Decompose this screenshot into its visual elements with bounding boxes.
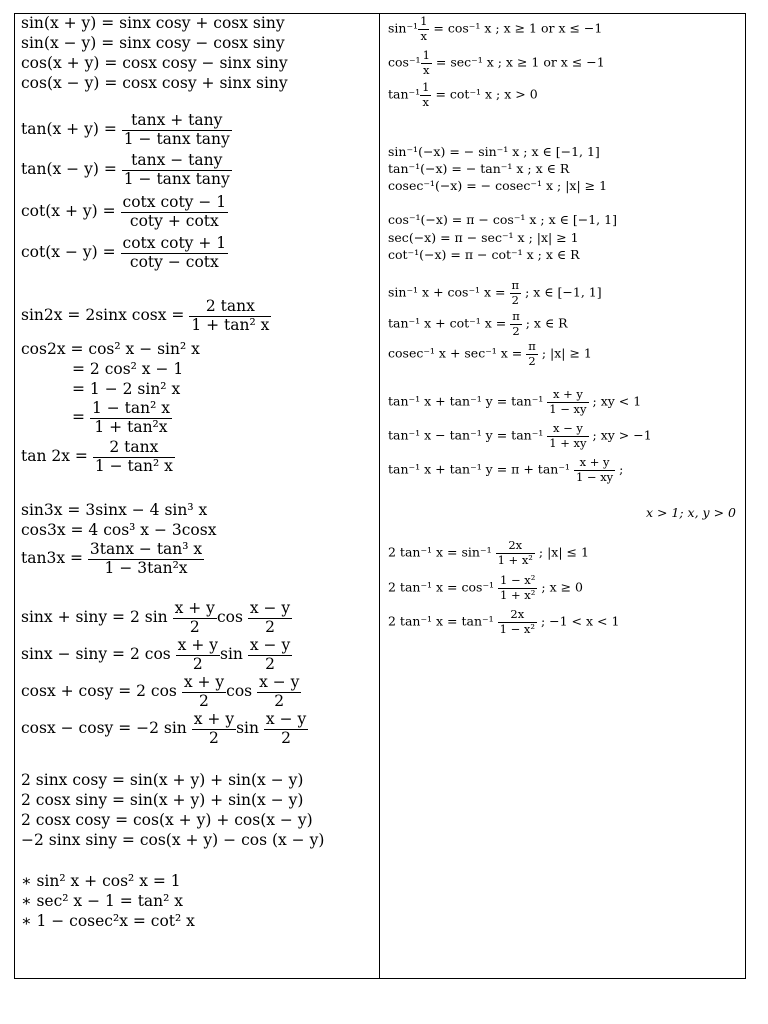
inverse-odd-2: tan⁻¹(−x) = − tan⁻¹ x ; x ∈ R xyxy=(388,161,570,176)
formula-sum-to-product-4: cosx − cosy = −2 sin $\frac{x + y}{2}$ sin $\frac{x - y}{2}$ xyxy=(21,710,307,747)
inverse-supplement-2: sec(−x) = π − sec⁻¹ x ; |x| ≥ 1 xyxy=(388,230,579,245)
inverse-odd-1: sin⁻¹(−x) = − sin⁻¹ x ; x ∈ [−1, 1] xyxy=(388,144,600,159)
inverse-supplement-1: cos⁻¹(−x) = π − cos⁻¹ x ; x ∈ [−1, 1] xyxy=(388,212,617,227)
formula-sum-to-product-3: cosx + cosy = 2 cos $\frac{x + y}{2}$ cos $\frac{x - y}{2}$ xyxy=(21,673,300,710)
inverse-tan-sum-3: tan⁻¹ x + tan⁻¹ y = π + tan⁻¹ $\frac{x + y}{1 - xy}$ ; xyxy=(388,455,624,484)
formula-cos-sum: cos(x + y) = cosx cosy − sinx siny xyxy=(21,54,288,72)
identity-pythagorean-3: ∗ 1 − cosec²x = cot² x xyxy=(21,912,195,930)
formula-cos-diff: cos(x − y) = cosx cosy + sinx siny xyxy=(21,74,288,92)
inverse-reciprocal-2: cos⁻¹ $\frac{1}{x}$ = sec⁻¹ x ; x ≥ 1 or x ≤ −1 xyxy=(388,48,605,77)
formula-cos-triple: cos3x = 4 cos³ x − 3cosx xyxy=(21,521,217,539)
formula-tan-triple: tan3x = $\frac{\text{3tanx − tan³ x}}{\text{1 − 3tan²x}}$ xyxy=(21,540,203,577)
formula-sum-to-product-2: sinx − siny = 2 cos $\frac{x + y}{2}$ sin $\frac{x - y}{2}$ xyxy=(21,636,291,673)
inverse-complement-1: sin⁻¹ x + cos⁻¹ x = $\frac{\pi}{2}$ ; x ∈ [−1, 1] xyxy=(388,278,602,307)
inverse-double-1: 2 tan⁻¹ x = sin⁻¹ $\frac{2x}{\text{1 + x²}}$ ; |x| ≤ 1 xyxy=(388,538,589,567)
identity-pythagorean-1: ∗ sin² x + cos² x = 1 xyxy=(21,872,181,890)
formula-tan-sum: tan(x + y) = $\frac{\tan x + \tan y}{\text{1 − tanx tany}}$ xyxy=(21,111,230,148)
formula-cos-double-4: = $\frac{\text{1 − tan² x}}{\text{1 + tan²x}}$ xyxy=(72,399,170,436)
inverse-double-3: 2 tan⁻¹ x = tan⁻¹ $\frac{2x}{\text{1 − x²}}$ ; −1 < x < 1 xyxy=(388,607,620,636)
inverse-tan-sum-1: tan⁻¹ x + tan⁻¹ y = tan⁻¹ $\frac{x + y}{1 - xy}$ ; xy < 1 xyxy=(388,387,642,416)
formula-product-to-sum-2: 2 cosx siny = sin(x + y) + sin(x − y) xyxy=(21,791,304,809)
formula-sin-triple: sin3x = 3sinx − 4 sin³ x xyxy=(21,501,208,519)
formula-sin-diff: sin(x − y) = sinx cosy − cosx siny xyxy=(21,34,285,52)
formula-product-to-sum-1: 2 sinx cosy = sin(x + y) + sin(x − y) xyxy=(21,771,304,789)
inverse-reciprocal-3: tan⁻¹ $\frac{1}{x}$ = cot⁻¹ x ; x > 0 xyxy=(388,80,538,109)
inverse-supplement-3: cot⁻¹(−x) = π − cot⁻¹ x ; x ∈ R xyxy=(388,247,580,262)
inverse-tan-sum-2: tan⁻¹ x − tan⁻¹ y = tan⁻¹ $\frac{x - y}{1 + xy}$ ; xy > −1 xyxy=(388,421,652,450)
formula-sum-to-product-1: sinx + siny = 2 sin $\frac{x + y}{2}$ cos $\frac{x - y}{2}$ xyxy=(21,599,291,636)
formula-tan-diff: tan(x − y) = $\frac{\tan x - \tan y}{\text{1 − tanx tany}}$ xyxy=(21,151,230,188)
formula-cot-sum: cot(x + y) = $\frac{\text{cotx coty − 1}}{\cot y + \cot x}$ xyxy=(21,193,227,230)
inverse-complement-2: tan⁻¹ x + cot⁻¹ x = $\frac{\pi}{2}$ ; x ∈ R xyxy=(388,309,568,338)
formula-cot-diff: cot(x − y) = $\frac{\text{cotx coty + 1}}{\cot y - \cot x}$ xyxy=(21,234,227,271)
inverse-tan-sum-condition: x > 1; x, y > 0 xyxy=(645,505,736,520)
formula-tan-double: tan 2x = $\frac{2 \tan x}{\text{1 − tan² x}}$ xyxy=(21,438,173,475)
identity-pythagorean-2: ∗ sec² x − 1 = tan² x xyxy=(21,892,184,910)
inverse-reciprocal-1: sin⁻¹ $\frac{1}{x}$ = cos⁻¹ x ; x ≥ 1 or x ≤ −1 xyxy=(388,14,603,43)
formula-cos-double-2: = 2 cos² x − 1 xyxy=(72,360,184,378)
column-divider xyxy=(379,13,380,979)
inverse-double-2: 2 tan⁻¹ x = cos⁻¹ $\frac{\text{1 − x²}}{\text{1 + x²}}$ ; x ≥ 0 xyxy=(388,573,583,602)
formula-product-to-sum-3: 2 cosx cosy = cos(x + y) + cos(x − y) xyxy=(21,811,313,829)
formula-cos-double-1: cos2x = cos² x − sin² x xyxy=(21,340,200,358)
formula-sin-sum: sin(x + y) = sinx cosy + cosx siny xyxy=(21,14,285,32)
formula-product-to-sum-4: −2 sinx siny = cos(x + y) − cos (x − y) xyxy=(21,831,325,849)
inverse-odd-3: cosec⁻¹(−x) = − cosec⁻¹ x ; |x| ≥ 1 xyxy=(388,178,608,193)
formula-sin-double: sin2x = 2sinx cosx = $\frac{2 \tan x}{\text{1 + tan² x}}$ xyxy=(21,297,270,334)
inverse-complement-3: cosec⁻¹ x + sec⁻¹ x = $\frac{\pi}{2}$ ; |x| ≥ 1 xyxy=(388,339,592,368)
formula-cos-double-3: = 1 − 2 sin² x xyxy=(72,380,181,398)
